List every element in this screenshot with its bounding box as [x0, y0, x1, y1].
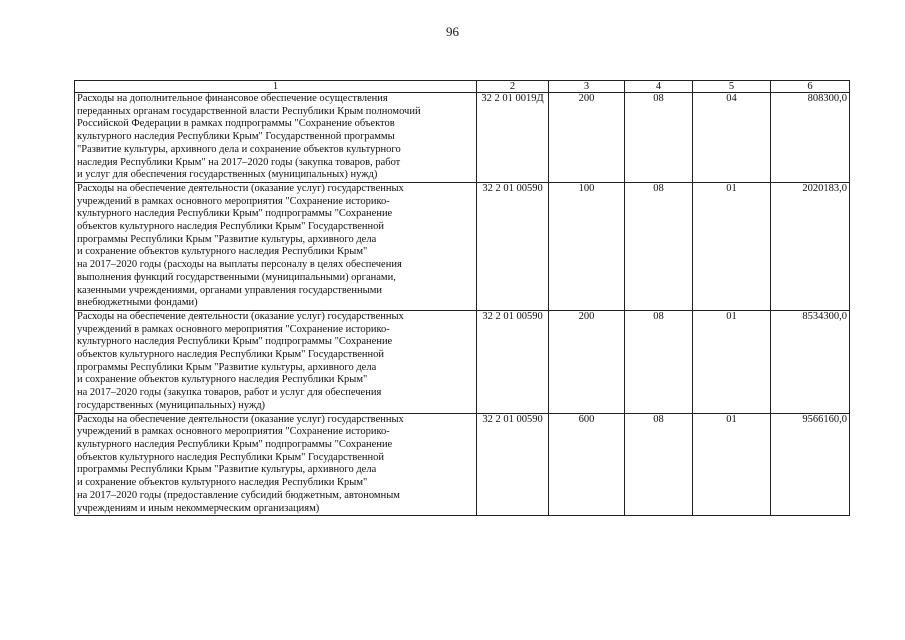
- table-row: [75, 182, 850, 310]
- row-description: Расходы на обеспечение деятельности (оказание услуг) государственных учреждений в рамках основного мероприятия "Сохранение историко- культурного наследия Республики Крым" подпрограммы "Сохранение объектов культурного наследия Республики Крым" Государственной программы Республики Крым "Развитие культуры, архивного дела и сохранение объектов культурного наследия Республики Крым" на 2017–2020 годы (закупка товаров, работ и услуг для обеспечения государственных (муниципальных) нужд): [75, 310, 477, 413]
- row-expense-type: 600: [549, 413, 625, 516]
- column-header-4: 4: [625, 81, 693, 93]
- row-subsection: 01: [693, 182, 771, 310]
- row-target-code: 32 2 01 00590: [477, 310, 549, 413]
- row-target-code: 32 2 01 00590: [477, 182, 549, 310]
- row-subsection: 04: [693, 93, 771, 183]
- column-header-3: 3: [549, 81, 625, 93]
- row-target-code: 32 2 01 0019Д: [477, 93, 549, 183]
- page-number: 96: [446, 24, 459, 39]
- row-subsection: 01: [693, 310, 771, 413]
- row-amount: 9566160,0: [771, 413, 850, 516]
- column-header-5: 5: [693, 81, 771, 93]
- row-expense-type: 200: [549, 310, 625, 413]
- table-row: [75, 310, 850, 413]
- table-row: [75, 413, 850, 516]
- row-amount: 808300,0: [771, 93, 850, 183]
- row-description: Расходы на дополнительное финансовое обеспечение осуществления переданных органам государственной власти Республики Крым полномочий Российской Федерации в рамках подпрограммы "Сохранение объектов культурного наследия Республики Крым" Государственной программы "Развитие культуры, архивного дела и сохранение объектов культурного наследия Республики Крым" на 2017–2020 годы (закупка товаров, работ и услуг для обеспечения государственных (муниципальных) нужд): [75, 93, 477, 183]
- column-header-1: 1: [75, 81, 477, 93]
- row-section: 08: [625, 182, 693, 310]
- table-row: [75, 93, 850, 183]
- row-description: Расходы на обеспечение деятельности (оказание услуг) государственных учреждений в рамках основного мероприятия "Сохранение историко- культурного наследия Республики Крым" подпрограммы "Сохранение объектов культурного наследия Республики Крым" Государственной программы Республики Крым "Развитие культуры, архивного дела и сохранение объектов культурного наследия Республики Крым" на 2017–2020 годы (предоставление субсидий бюджетным, автономным учреждениям и иным некоммерческим организациям): [75, 413, 477, 516]
- column-header-2: 2: [477, 81, 549, 93]
- row-section: 08: [625, 310, 693, 413]
- column-header-6: 6: [771, 81, 850, 93]
- table-header-row: [75, 81, 850, 93]
- row-amount: 2020183,0: [771, 182, 850, 310]
- row-expense-type: 100: [549, 182, 625, 310]
- row-section: 08: [625, 413, 693, 516]
- row-expense-type: 200: [549, 93, 625, 183]
- row-target-code: 32 2 01 00590: [477, 413, 549, 516]
- budget-table: [74, 80, 850, 516]
- row-amount: 8534300,0: [771, 310, 850, 413]
- row-subsection: 01: [693, 413, 771, 516]
- row-section: 08: [625, 93, 693, 183]
- row-description: Расходы на обеспечение деятельности (оказание услуг) государственных учреждений в рамках основного мероприятия "Сохранение историко- культурного наследия Республики Крым" подпрограммы "Сохранение объектов культурного наследия Республики Крым" Государственной программы Республики Крым "Развитие культуры, архивного дела и сохранение объектов культурного наследия Республики Крым" на 2017–2020 годы (расходы на выплаты персоналу в целях обеспечения выполнения функций государственными (муниципальными) органами, казенными учреждениями, органами управления государственными внебюджетными фондами): [75, 182, 477, 310]
